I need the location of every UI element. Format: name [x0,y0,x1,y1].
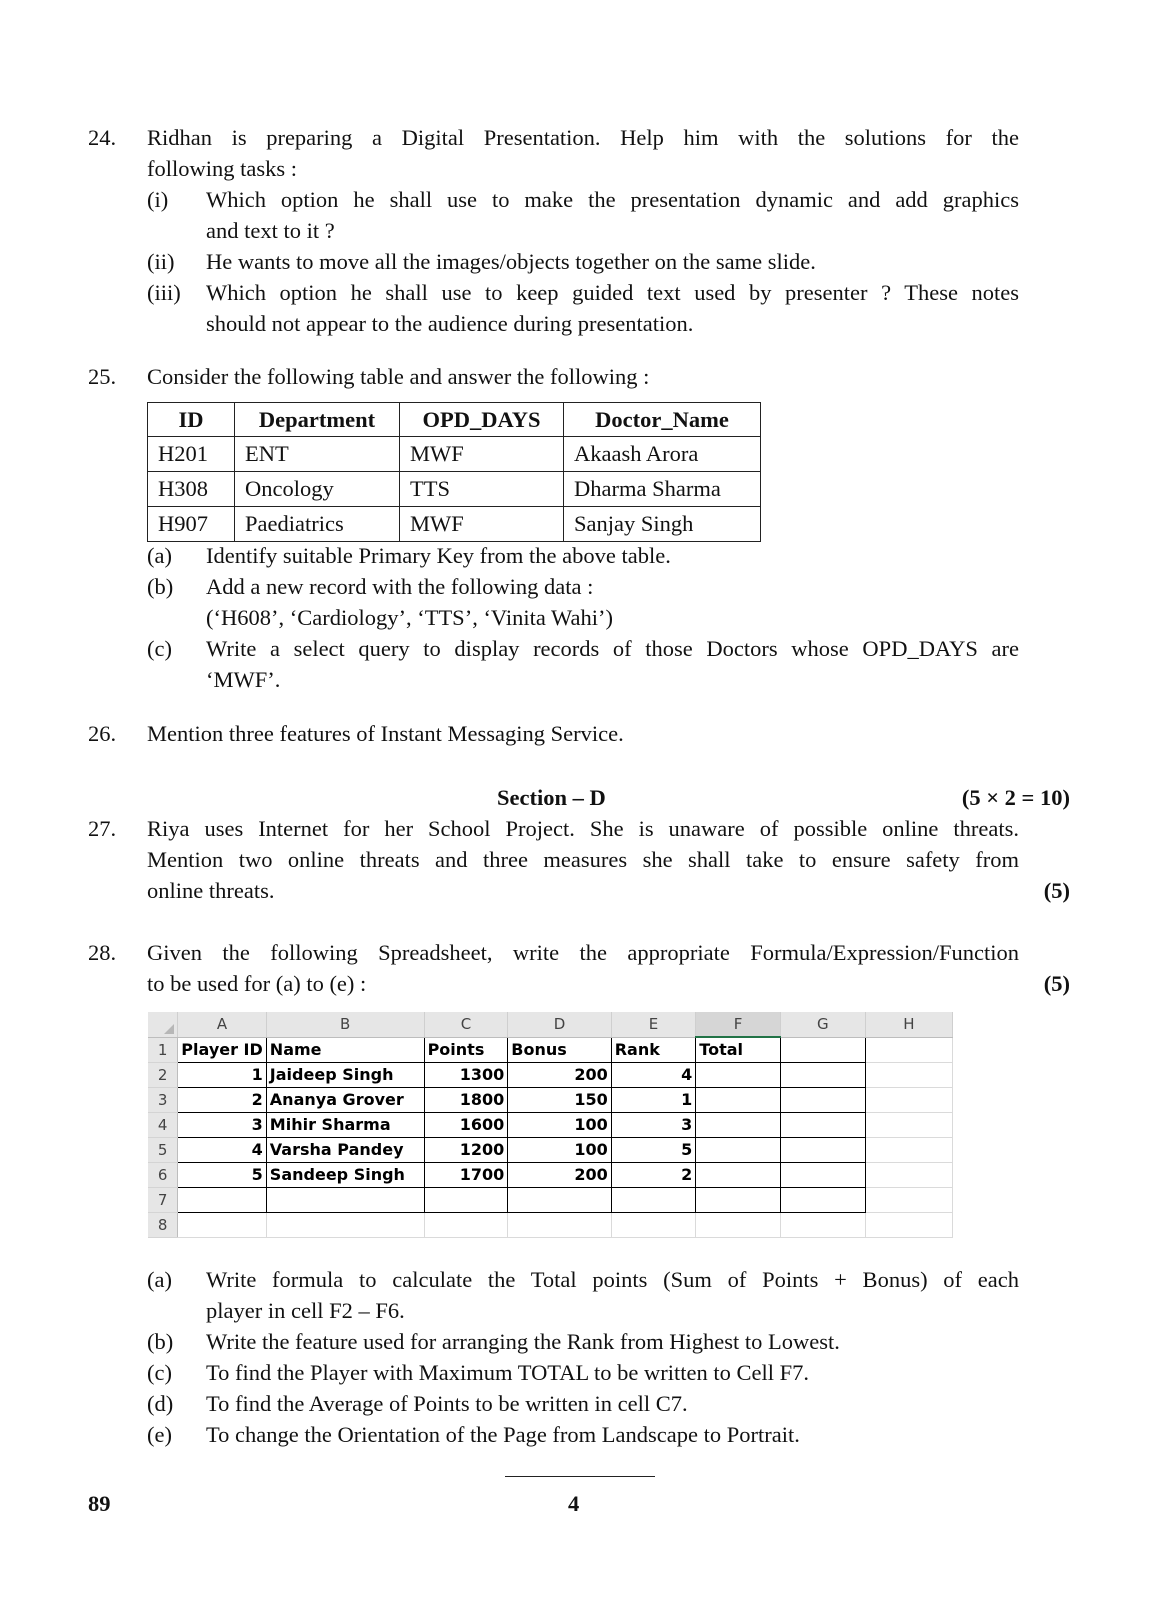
row-header: 4 [148,1112,178,1137]
sheet-cell [266,1212,424,1237]
sheet-cell [611,1187,696,1212]
col-header-id: ID [148,403,235,437]
sheet-cell: 1300 [424,1062,508,1087]
table-row [148,507,761,542]
sheet-cell [865,1187,952,1212]
sheet-cell [865,1062,952,1087]
col-header-opd-days: OPD_DAYS [400,403,564,437]
sheet-cell [696,1137,781,1162]
row-header: 8 [148,1212,178,1237]
sheet-cell: 200 [508,1162,611,1187]
sheet-cell: Varsha Pandey [266,1137,424,1162]
table-cell: H907 [148,507,235,542]
q26-number: 26. [88,721,117,746]
sheet-cell: Ananya Grover [266,1087,424,1112]
q28-item-text-cont: player in cell F2 – F6. [206,1298,405,1323]
q28-item-label: (c) [147,1360,172,1385]
q28-item-label: (a) [147,1267,172,1292]
q28-item-label: (e) [147,1422,172,1447]
sheet-cell: 5 [611,1137,696,1162]
q24-number: 24. [88,125,117,150]
sheet-cell [508,1187,611,1212]
sheet-cell [178,1187,267,1212]
sheet-cell [865,1137,952,1162]
paper-code: 89 [88,1491,111,1516]
sheet-cell: Bonus [508,1037,611,1062]
sheet-cell [865,1112,952,1137]
sheet-cell [780,1162,865,1187]
q28-item-text: To find the Average of Points to be written in cell C7. [206,1391,688,1416]
sheet-cell: Total [696,1037,781,1062]
q24-text-line1: Ridhan is preparing a Digital Presentation. Help him with the solutions for the [147,125,1019,150]
sheet-cell [696,1087,781,1112]
table-cell: H201 [148,437,235,472]
sheet-cell [696,1112,781,1137]
sheet-row [148,1212,953,1237]
sheet-row [148,1062,953,1087]
sheet-row [148,1087,953,1112]
sheet-cell: 1700 [424,1162,508,1187]
col-header-a: A [178,1012,267,1037]
doctor-table-header [148,403,761,437]
q28-text-line2: to be used for (a) to (e) : [147,971,367,996]
sheet-cell [780,1137,865,1162]
q27-text-line2: Mention two online threats and three measures she shall take to ensure safety from [147,847,1019,872]
sheet-cell: Mihir Sharma [266,1112,424,1137]
table-row [148,472,761,507]
sheet-cell: 5 [178,1162,267,1187]
q28-item-text: To change the Orientation of the Page from Landscape to Portrait. [206,1422,800,1447]
q27-text-line1: Riya uses Internet for her School Project. She is unaware of possible online threats. [147,816,1019,841]
sheet-cell: 1 [178,1062,267,1087]
sheet-cell: 200 [508,1062,611,1087]
sheet-row [148,1112,953,1137]
sheet-cell [780,1212,865,1237]
row-header: 1 [148,1037,178,1062]
q28-item-text: Write formula to calculate the Total points (Sum of Points + Bonus) of each [206,1267,1019,1292]
section-marks: (5 × 2 = 10) [961,785,1070,810]
sheet-cell [865,1162,952,1187]
end-rule [505,1476,655,1477]
col-header-g: G [780,1012,865,1037]
sheet-cell: 1600 [424,1112,508,1137]
sheet-cell: Name [266,1037,424,1062]
sheet-cell: 100 [508,1137,611,1162]
q25-item-text: Add a new record with the following data : [206,574,594,599]
q24-item-text-cont: and text to it ? [206,218,335,243]
table-cell: ENT [235,437,400,472]
table-cell: H308 [148,472,235,507]
table-cell: Paediatrics [235,507,400,542]
q26-text: Mention three features of Instant Messaging Service. [147,721,624,746]
q25-item-label: (b) [147,574,174,599]
q27-marks: (5) [1043,878,1070,903]
q28-item-label: (b) [147,1329,174,1354]
q24-item-label: (i) [147,187,169,212]
col-header-doctor-name: Doctor_Name [564,403,761,437]
sheet-cell: Player ID [178,1037,267,1062]
q25-item-text: Write a select query to display records of those Doctors whose OPD_DAYS are [206,636,1019,661]
doctor-table [147,402,761,542]
sheet-cell: Rank [611,1037,696,1062]
sheet-cell: 4 [611,1062,696,1087]
sheet-row [148,1137,953,1162]
sheet-cell [780,1187,865,1212]
sheet-cell: 2 [178,1087,267,1112]
q28-text-line1: Given the following Spreadsheet, write the appropriate Formula/Expression/Function [147,940,1019,965]
sheet-cell: Jaideep Singh [266,1062,424,1087]
sheet-row [148,1187,953,1212]
q24-item-text: Which option he shall use to make the presentation dynamic and add graphics [206,187,1019,212]
sheet-cell [865,1212,952,1237]
sheet-cell: 150 [508,1087,611,1112]
sheet-cell [266,1187,424,1212]
sheet-cell [696,1062,781,1087]
sheet-cell: 1200 [424,1137,508,1162]
sheet-cell [696,1212,781,1237]
q28-item-text: Write the feature used for arranging the Rank from Highest to Lowest. [206,1329,840,1354]
q25-item-text-cont: ‘MWF’. [206,667,281,692]
row-header: 6 [148,1162,178,1187]
q28-marks: (5) [1043,971,1070,996]
q25-number: 25. [88,364,117,389]
q24-text-line2: following tasks : [147,156,297,181]
sheet-cell [780,1112,865,1137]
sheet-cell [611,1212,696,1237]
q24-item-label: (iii) [147,280,181,305]
q25-item-label: (a) [147,543,172,568]
page-number: 4 [568,1491,580,1516]
sheet-cell [696,1162,781,1187]
col-header-d: D [508,1012,611,1037]
table-row [148,437,761,472]
section-title: Section – D [497,785,606,810]
q28-item-label: (d) [147,1391,174,1416]
table-cell: Sanjay Singh [564,507,761,542]
col-header-c: C [424,1012,508,1037]
sheet-cell [780,1087,865,1112]
sheet-cell: 1800 [424,1087,508,1112]
sheet-cell [780,1037,865,1062]
sheet-cell: Points [424,1037,508,1062]
column-header-row [148,1012,953,1037]
col-header-h: H [865,1012,952,1037]
table-cell: Akaash Arora [564,437,761,472]
sheet-cell: Sandeep Singh [266,1162,424,1187]
q27-number: 27. [88,816,117,841]
q25-item-text: Identify suitable Primary Key from the above table. [206,543,671,568]
col-header-f: F [696,1012,781,1037]
table-cell: MWF [400,507,564,542]
sheet-cell [865,1037,952,1062]
sheet-cell: 100 [508,1112,611,1137]
sheet-cell: 3 [611,1112,696,1137]
sheet-cell: 2 [611,1162,696,1187]
sheet-cell [424,1187,508,1212]
q25-intro: Consider the following table and answer the following : [147,364,650,389]
q24-item-label: (ii) [147,249,175,274]
table-cell: Oncology [235,472,400,507]
q28-item-text: To find the Player with Maximum TOTAL to be written to Cell F7. [206,1360,810,1385]
select-all-corner [148,1012,178,1037]
col-header-e: E [611,1012,696,1037]
q25-item-label: (c) [147,636,172,661]
col-header-b: B [266,1012,424,1037]
row-header: 5 [148,1137,178,1162]
table-cell: TTS [400,472,564,507]
q27-text-line3: online threats. [147,878,275,903]
q24-item-text: He wants to move all the images/objects together on the same slide. [206,249,816,274]
sheet-row [148,1037,953,1062]
sheet-cell [696,1187,781,1212]
sheet-cell: 4 [178,1137,267,1162]
sheet-cell [780,1062,865,1087]
col-header-department: Department [235,403,400,437]
sheet-cell [178,1212,267,1237]
row-header: 7 [148,1187,178,1212]
q24-item-text-cont: should not appear to the audience during presentation. [206,311,694,336]
sheet-cell [424,1212,508,1237]
q28-number: 28. [88,940,117,965]
sheet-cell [865,1087,952,1112]
spreadsheet [148,1012,953,1262]
sheet-cell: 3 [178,1112,267,1137]
table-cell: Dharma Sharma [564,472,761,507]
sheet-row [148,1162,953,1187]
table-cell: MWF [400,437,564,472]
q24-item-text: Which option he shall use to keep guided text used by presenter ? These notes [206,280,1019,305]
sheet-cell: 1 [611,1087,696,1112]
sheet-cell [508,1212,611,1237]
q25-item-text-cont: (‘H608’, ‘Cardiology’, ‘TTS’, ‘Vinita Wahi’) [206,605,613,630]
row-header: 2 [148,1062,178,1087]
row-header: 3 [148,1087,178,1112]
